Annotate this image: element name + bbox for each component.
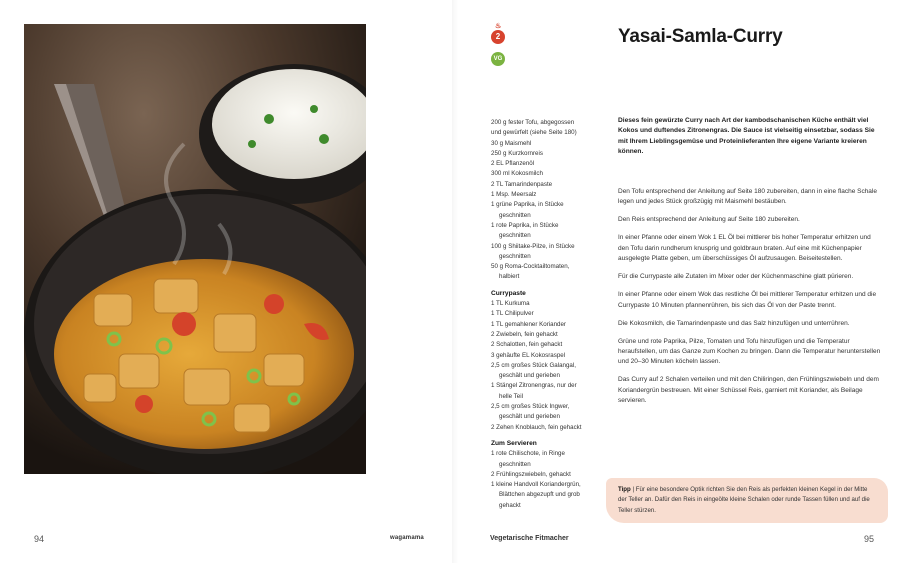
ingredient-line: 2,5 cm großes Stück Galangal, <box>491 361 576 369</box>
ingredient-line: 1 TL gemahlener Koriander <box>491 320 566 328</box>
ingredient-line: 1 rote Chilischote, in Ringe <box>491 450 565 458</box>
ingredient-line: 1 grüne Paprika, in Stücke <box>491 201 564 209</box>
ingredient-line: geschnitten <box>499 211 531 219</box>
method-step: Grüne und rote Paprika, Pilze, Tomaten und Tofu hinzufügen und die Temperatur heraufstellen, um das Ganze zum Kochen zu bringen. Dann die Temperatur herunterstellen und 20–30 Minuten köcheln lassen. <box>618 337 881 366</box>
currypaste-ingredients <box>491 299 591 433</box>
brand-logo: wagamama <box>390 535 424 541</box>
recipe-title: Yasai-Samla-Curry <box>618 26 783 47</box>
recipe-photo <box>24 24 366 474</box>
ingredient-line: geschnitten <box>499 460 531 468</box>
chapter-title: Vegetarische Fitmacher <box>490 535 569 542</box>
ingredient-line: 2 EL Pflanzenöl <box>491 160 535 168</box>
ingredient-line: 1 TL Kurkuma <box>491 300 530 308</box>
tip-separator: | <box>632 486 636 493</box>
ingredient-line: geschält und gerieben <box>499 413 560 421</box>
method-step: Die Kokosmilch, die Tamarindenpaste und das Salz hinzufügen und unterrühren. <box>618 319 850 327</box>
method-steps <box>618 187 883 414</box>
ingredient-line: 50 g Roma-Cocktailtomaten, <box>491 263 570 271</box>
method-step: Den Reis entsprechend der Anleitung auf Seite 180 zubereiten. <box>618 216 800 224</box>
ingredient-line: 2 Zehen Knoblauch, fein gehackt <box>491 423 582 431</box>
ingredient-line: helle Teil <box>499 392 523 400</box>
method-step: Für die Currypaste alle Zutaten im Mixer oder der Küchenmaschine glatt pürieren. <box>618 273 854 281</box>
currypaste-heading: Currypaste <box>491 289 526 297</box>
tip-box <box>606 478 888 523</box>
ingredient-line: und gewürfelt (siehe Seite 180) <box>491 129 577 137</box>
ingredient-line: 300 ml Kokosmilch <box>491 170 543 178</box>
ingredient-line: geschnitten <box>499 232 531 240</box>
chili-icon: ♨ <box>495 23 502 30</box>
ingredients-list <box>491 118 591 511</box>
ingredient-line: 1 Stängel Zitronengras, nur der <box>491 382 577 390</box>
ingredient-line: 1 rote Paprika, in Stücke <box>491 221 559 229</box>
recipe-intro: Dieses fein gewürzte Curry nach Art der kambodschanischen Küche enthält viel Kokos und duftendes Zitronengras. Die Sauce ist vielseitig einsetzbar, sodass Sie mit Ihrem Lieblingsgemüse und Proteinlieferanten Ihre eigene Variante kreieren können. <box>618 117 875 155</box>
ingredient-line: 2 TL Tamarindenpaste <box>491 180 553 188</box>
method-step: In einer Pfanne oder einem Wok 1 EL Öl bei mittlerer bis hoher Temperatur erhitzen und den Tofu darin rundherum knusprig und goldbraun braten. Auf eine mit Küchenpapier ausgelegte Platte geben, um überschüssiges Öl aufzusaugen. Beiseitestellen. <box>618 234 871 263</box>
ingredient-line: geschnitten <box>499 252 531 260</box>
ingredient-line: 200 g fester Tofu, abgegossen <box>491 119 575 126</box>
serving-ingredients <box>491 449 591 511</box>
spice-level-badge <box>491 23 505 44</box>
ingredient-line: 30 g Maismehl <box>491 139 532 147</box>
method-step: Das Curry auf 2 Schalen verteilen und mit den Chiliringen, den Frühlingszwiebeln und dem Koriandergrün bestreuen. Mit einer Schüssel Reis, garniert mit Koriander, als Beilage servieren. <box>618 376 879 405</box>
page-number-left: 94 <box>34 534 45 544</box>
tip-label: Tipp <box>618 486 631 493</box>
ingredient-line: 1 TL Chilipulver <box>491 310 534 318</box>
ingredient-line: 2,5 cm großes Stück Ingwer, <box>491 403 570 411</box>
page-number-right: 95 <box>864 534 875 544</box>
curry-wok-illustration <box>24 24 366 474</box>
ingredient-line: 3 gehäufte EL Kokosraspel <box>491 351 566 359</box>
ingredient-line: halbiert <box>499 273 520 281</box>
page-gutter <box>452 0 458 563</box>
ingredient-line: Blättchen abgezupft und grob <box>499 491 580 499</box>
tip-text: Für eine besondere Optik richten Sie den Reis als perfekten kleinen Kegel in der Mitte der Teller an. Dafür den Reis in eingeölte kleine Schalen oder runde Tassen füllen und auf die Teller stürzen. <box>618 486 870 514</box>
vegan-badge: VG <box>491 52 505 66</box>
ingredient-line: 100 g Shiitake-Pilze, in Stücke <box>491 242 575 250</box>
method-step: In einer Pfanne oder einem Wok das restliche Öl bei mittlerer Temperatur erhitzen und die Currypaste 10 Minuten pfannenrühren, bis sich das Öl von der Paste trennt. <box>618 291 877 309</box>
ingredient-line: 1 Msp. Meersalz <box>491 191 537 199</box>
ingredient-line: 2 Schalotten, fein gehackt <box>491 341 563 349</box>
ingredient-line: 1 kleine Handvoll Koriandergrün, <box>491 481 581 489</box>
method-step: Den Tofu entsprechend der Anleitung auf Seite 180 zubereiten, dann in eine flache Schale legen und jedes Stück großzügig mit Maismehl bestäuben. <box>618 188 877 206</box>
main-ingredients <box>491 118 591 283</box>
ingredient-line: geschält und gerieben <box>499 372 560 380</box>
spice-level-value: 2 <box>495 32 501 41</box>
ingredient-line: 2 Zwiebeln, fein gehackt <box>491 330 558 338</box>
ingredient-line: 250 g Kurzkornreis <box>491 149 543 157</box>
ingredient-line: gehackt <box>499 501 521 509</box>
serving-heading: Zum Servieren <box>491 439 537 447</box>
ingredient-line: 2 Frühlingszwiebeln, gehackt <box>491 470 571 478</box>
